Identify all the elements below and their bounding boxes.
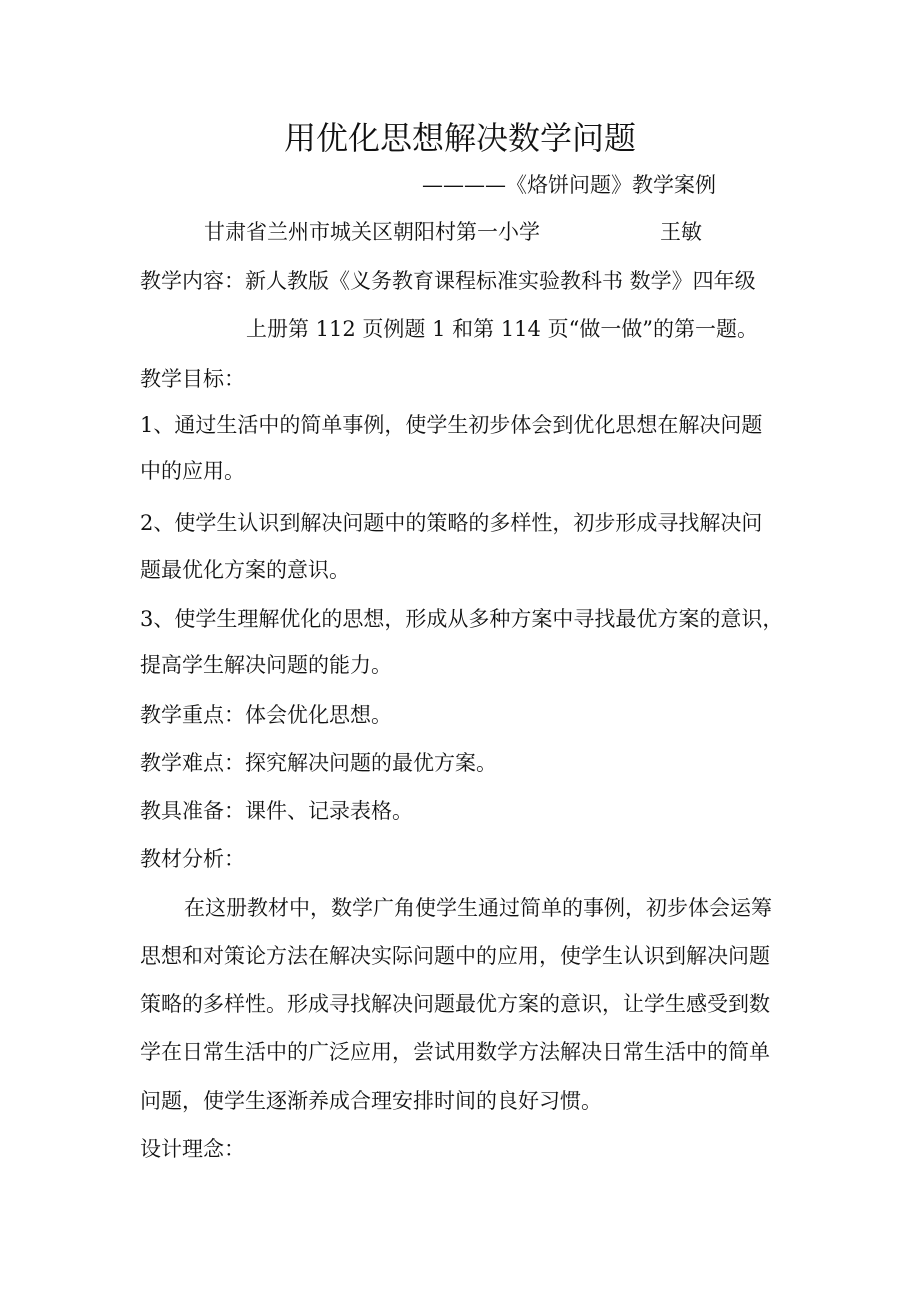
- objective-line: 3、使学生理解优化的思想，形成从多种方案中寻找最优方案的意识，: [140, 607, 784, 631]
- objective-line: 2、使学生认识到解决问题中的策略的多样性，初步形成寻找解决问: [140, 511, 763, 535]
- analysis-paragraph-line: 问题，使学生逐渐养成合理安排时间的良好习惯。: [140, 1089, 602, 1113]
- analysis-paragraph-line: 思想和对策论方法在解决实际问题中的应用，使学生认识到解决问题: [140, 944, 770, 968]
- materials-line: 教具准备：课件、记录表格。: [140, 799, 413, 823]
- objective-line: 题最优化方案的意识。: [140, 558, 350, 582]
- key-point-line: 教学重点：体会优化思想。: [140, 703, 392, 727]
- teaching-content-line: 上册第 112 页例题 1 和第 114 页“做一做”的第一题。: [246, 317, 759, 341]
- objective-line: 提高学生解决问题的能力。: [140, 653, 392, 677]
- objective-line: 中的应用。: [140, 459, 245, 483]
- section-heading-objectives: 教学目标：: [140, 367, 245, 391]
- difficulty-line: 教学难点：探究解决问题的最优方案。: [140, 751, 497, 775]
- document-title: 用优化思想解决数学问题: [283, 119, 636, 157]
- analysis-paragraph-line: 在这册教材中，数学广角使学生通过简单的事例，初步体会运筹: [184, 896, 772, 920]
- author-school: 甘肃省兰州市城关区朝阳村第一小学: [204, 220, 540, 244]
- analysis-paragraph-line: 学在日常生活中的广泛应用，尝试用数学方法解决日常生活中的简单: [140, 1040, 770, 1064]
- section-heading-analysis: 教材分析：: [140, 847, 245, 871]
- objective-line: 1、通过生活中的简单事例，使学生初步体会到优化思想在解决问题: [140, 413, 763, 437]
- author-name: 王敏: [660, 220, 702, 244]
- teaching-content-line: 教学内容：新人教版《义务教育课程标准实验教科书 数学》四年级: [140, 269, 756, 293]
- analysis-paragraph-line: 策略的多样性。形成寻找解决问题最优方案的意识，让学生感受到数: [140, 992, 770, 1016]
- section-heading-design: 设计理念：: [140, 1137, 245, 1161]
- document-subtitle: ————《烙饼问题》教学案例: [422, 173, 716, 197]
